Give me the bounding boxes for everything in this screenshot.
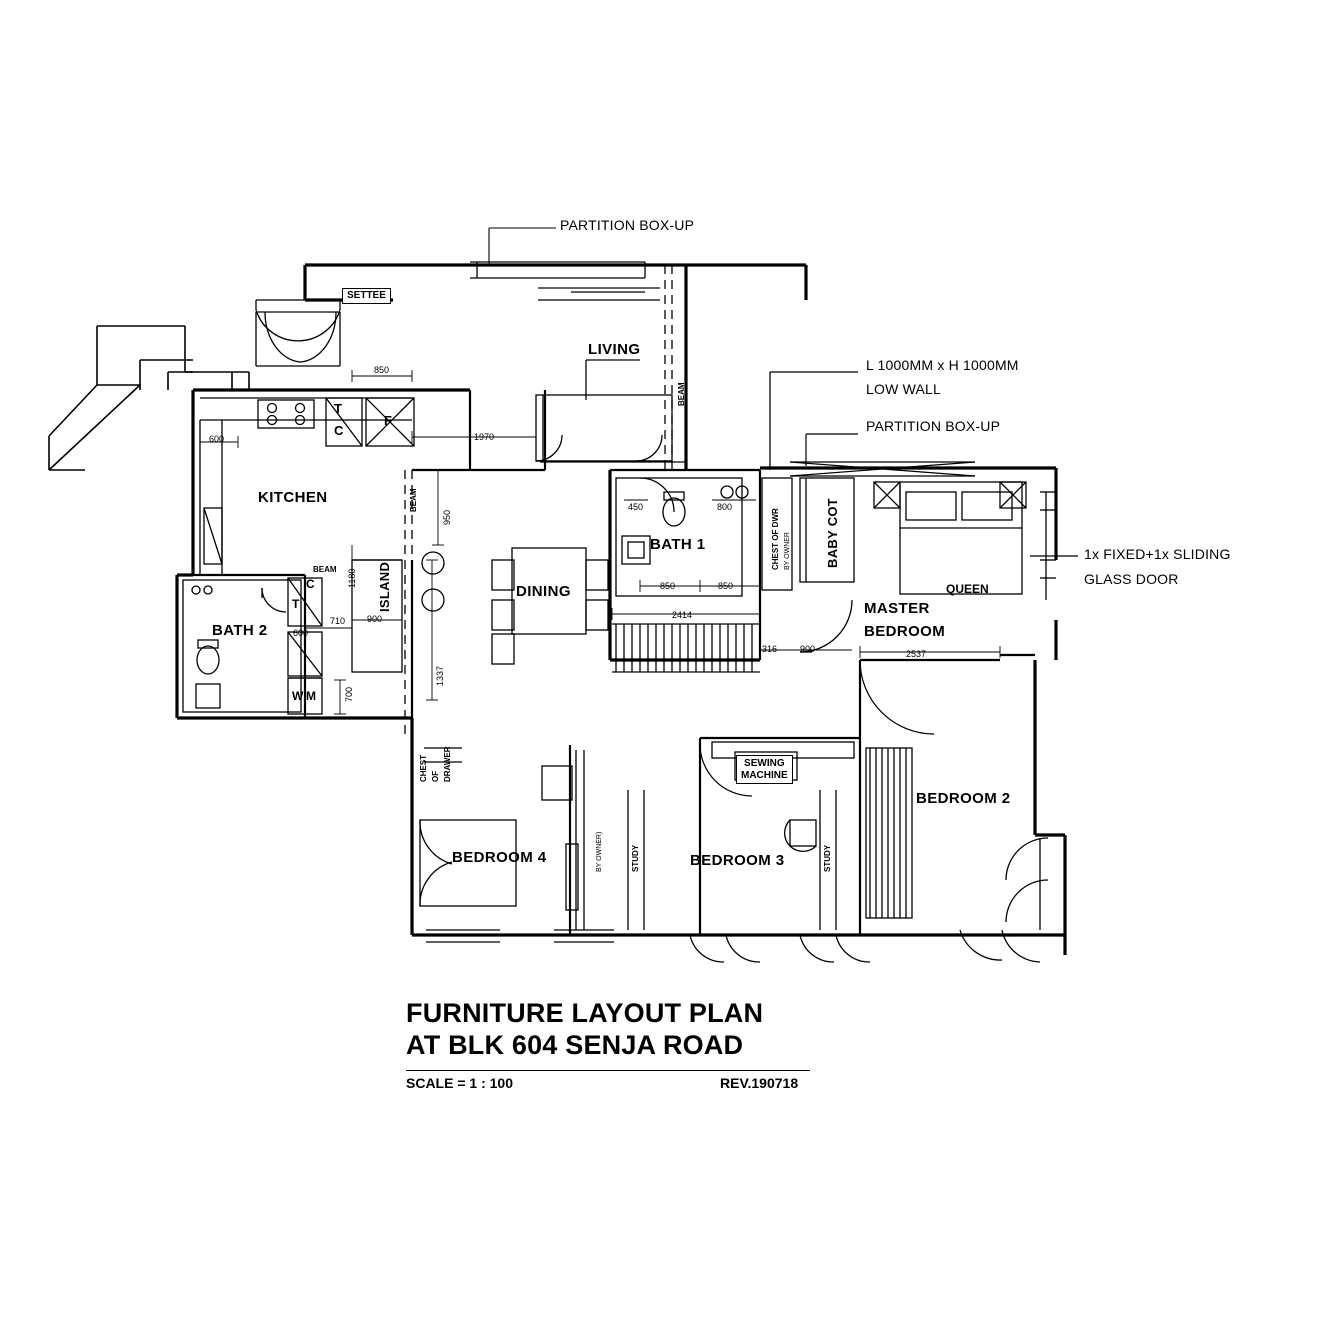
dimension-600-kitchen-left: 600 [209,434,225,444]
furniture-label-settee: SETTEE [342,288,391,304]
callout-partition-box-up-top: PARTITION BOX-UP [560,217,695,233]
room-label-dining: DINING [516,583,571,600]
appliance-label-bath2-c: C [306,577,315,591]
dimension-950: 950 [442,509,452,525]
plan-scale: SCALE = 1 : 100 [406,1074,513,1091]
furniture-label-chest-of-drawer-line1: CHEST [419,754,428,782]
dimension-1180: 1180 [347,568,357,588]
appliance-label-dryer: M [306,689,316,703]
room-label-kitchen: KITCHEN [258,489,328,506]
room-label-bath-1: BATH 1 [650,536,706,553]
furniture-label-study-2: STUDY [823,844,832,872]
dimension-800: 800 [717,502,733,512]
structure-label-beam-3: BEAM [313,565,337,574]
dimension-1337: 1337 [435,665,445,686]
dimension-1970: 1970 [474,432,495,442]
room-label-bedroom-3: BEDROOM 3 [690,852,785,869]
title-block [406,998,826,1091]
furniture-label-chest-of-drawer-line2: OF [431,770,440,782]
appliance-label-tall-unit-t: T [334,401,342,416]
structure-label-beam-2: BEAM [677,382,686,406]
dimension-450: 450 [628,502,644,512]
plan-title-line2: AT BLK 604 SENJA ROAD [406,1029,744,1060]
title-divider [406,1070,810,1071]
plan-revision: REV.190718 [720,1074,799,1091]
plan-title-line1: FURNITURE LAYOUT PLAN [406,998,764,1028]
dimension-700: 700 [344,686,354,702]
callout-partition-box-up-right: PARTITION BOX-UP [866,418,1001,434]
furniture-label-bed4-by-owner: BY OWNER) [596,831,603,872]
dimension-710: 710 [330,616,346,626]
dimension-900-island: 900 [367,614,383,624]
dimension-316: 316 [762,644,778,654]
title-meta-row [406,1075,826,1091]
appliance-label-washer: W [292,689,304,703]
sewing-machine-line1: SEWING [744,758,785,769]
furniture-label-chest-of-dwr-by-owner: BY OWNER [784,532,791,570]
dimension-900-master-door: 900 [800,644,816,654]
room-label-bedroom-2: BEDROOM 2 [916,790,1011,807]
structure-label-beam-1: BEAM [409,488,418,512]
dimension-850-kitchen-top: 850 [374,365,390,375]
dimension-600-bath2: 600 [293,628,309,638]
room-label-master-bedroom: BEDROOM [864,623,946,640]
furniture-label-sewing-machine [736,755,793,784]
dimension-850-bath1-b: 850 [718,581,734,591]
dimension-2537: 2537 [906,649,927,659]
callout-glass-door-line2: GLASS DOOR [1084,571,1179,587]
callout-low-wall-line2: LOW WALL [866,381,941,397]
callout-glass-door-line1: 1x FIXED+1x SLIDING [1084,546,1231,562]
furniture-label-baby-cot: BABY COT [825,497,840,568]
room-label-master: MASTER [864,600,930,617]
dimension-2414: 2414 [672,610,693,620]
appliance-label-fridge: F [384,413,392,428]
furniture-label-study-1: STUDY [631,844,640,872]
furniture-label-chest-of-dwr: CHEST OF DWR [771,508,780,570]
room-label-bath-2: BATH 2 [212,622,268,639]
furniture-label-chest-of-drawer-line3: DRAWER [443,746,452,782]
appliance-label-bath2-t: T [292,597,300,611]
dimension-850-bath1-a: 850 [660,581,676,591]
furniture-label-island: ISLAND [377,561,392,612]
furniture-label-queen: QUEEN [946,582,989,596]
appliance-label-tall-unit-c: C [334,423,344,438]
room-label-living: LIVING [588,341,641,358]
sewing-machine-line2: MACHINE [741,769,788,781]
callout-low-wall-line1: L 1000MM x H 1000MM [866,357,1019,373]
room-label-bedroom-4: BEDROOM 4 [452,849,547,866]
